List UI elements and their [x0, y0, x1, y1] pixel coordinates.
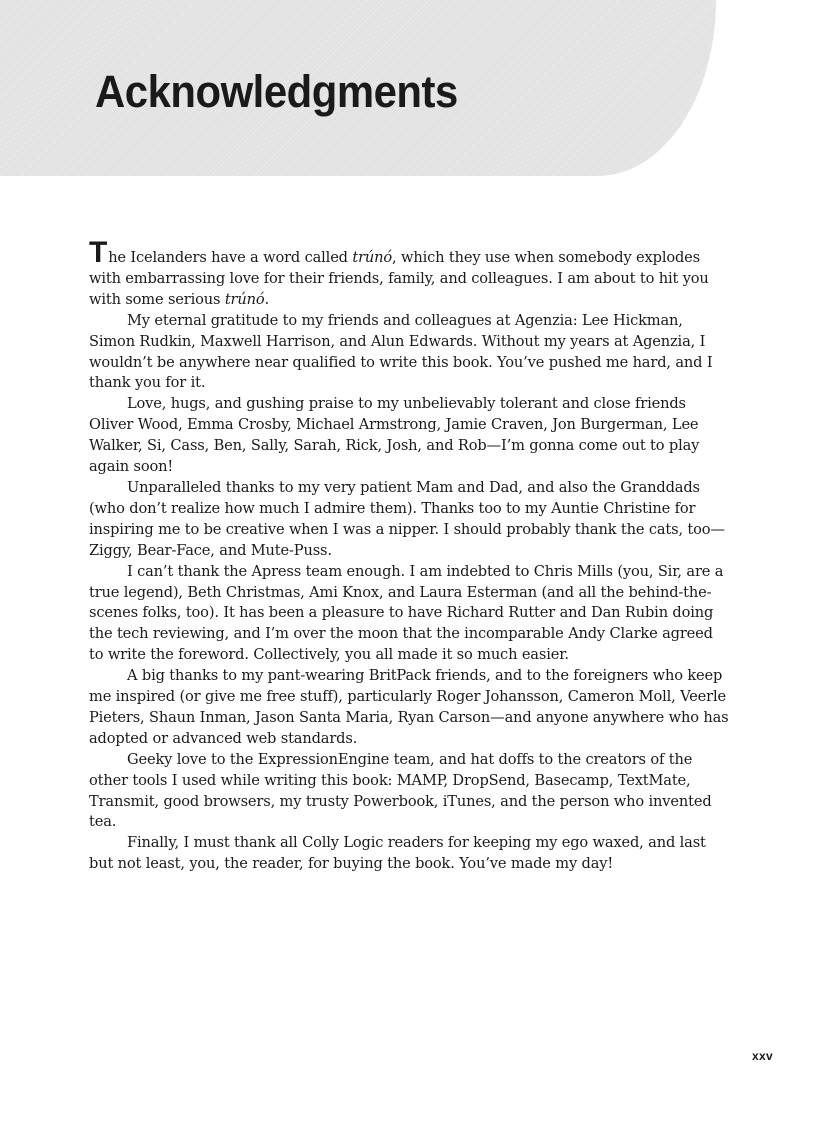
chapter-title: Acknowledgments [95, 66, 458, 117]
body-text [89, 236, 729, 875]
drop-cap: T [89, 236, 108, 269]
paragraph-agenzia: My eternal gratitude to my friends and colleagues at Agenzia: Lee Hickman, Simon Rudkin, Maxwell Harrison, and Alun Edwards. Without my years at Agenzia, I wouldn’t be anywhere near qualified to write this book. You’ve pushed me hard, and I thank you for it. [89, 311, 713, 392]
paragraph-tools: Geeky love to the ExpressionEngine team, and hat doffs to the creators of the other tools I used while writing this book: MAMP, DropSend, Basecamp, TextMate, Transmit, good browsers, my trusty Powerbook, iTunes, and the person who invented tea. [89, 750, 712, 831]
intro-text-3: . [264, 290, 270, 308]
intro-paragraph [89, 236, 729, 311]
intro-term-1: trúnó [352, 249, 393, 266]
paragraph-apress: I can’t thank the Apress team enough. I am indebted to Chris Mills (you, Sir, are a true legend), Beth Christmas, Ami Knox, and Laura Esterman (and all the behind-the-scenes folks, too). It has been a pleasure to have Richard Rutter and Dan Rubin doing the tech reviewing, and I’m over the moon that the incomparable Andy Clarke agreed to write the foreword. Collectively, you all made it so much easier. [89, 562, 724, 664]
paragraph-friends: Love, hugs, and gushing praise to my unbelievably tolerant and close friends Oliver Wood, Emma Crosby, Michael Armstrong, Jamie Craven, Jon Burgerman, Lee Walker, Si, Cass, Ben, Sally, Sarah, Rick, Josh, and Rob—I’m gonna come out to play again soon! [89, 395, 700, 476]
intro-term-2: trúnó [224, 290, 265, 308]
paragraph-britpack: A big thanks to my pant-wearing BritPack friends, and to the foreigners who keep me inspired (or give me free stuff), particularly Roger Johansson, Cameron Moll, Veerle Pieters, Shaun Inman, Jason Santa Maria, Ryan Carson—and anyone anywhere who has adopted or advanced web standards. [89, 667, 729, 747]
paragraph-family: Unparalleled thanks to my very patient Mam and Dad, and also the Granddads (who don’t realize how much I admire them). Thanks too to my Auntie Christine for inspiring me to be creative when I was a nipper. I should probably thank the cats, too—Ziggy, Bear-Face, and Mute-Puss. [89, 478, 725, 559]
page-number: xxv [752, 1049, 773, 1063]
paragraph-readers: Finally, I must thank all Colly Logic readers for keeping my ego waxed, and last but not least, you, the reader, for buying the book. You’ve made my day! [89, 834, 706, 873]
intro-text-2: , which they use when somebody explodes with embarrassing love for their friends, family, and colleagues. I am about to hit you with some serious [89, 249, 709, 308]
intro-text-1: he Icelanders have a word called [108, 249, 353, 266]
